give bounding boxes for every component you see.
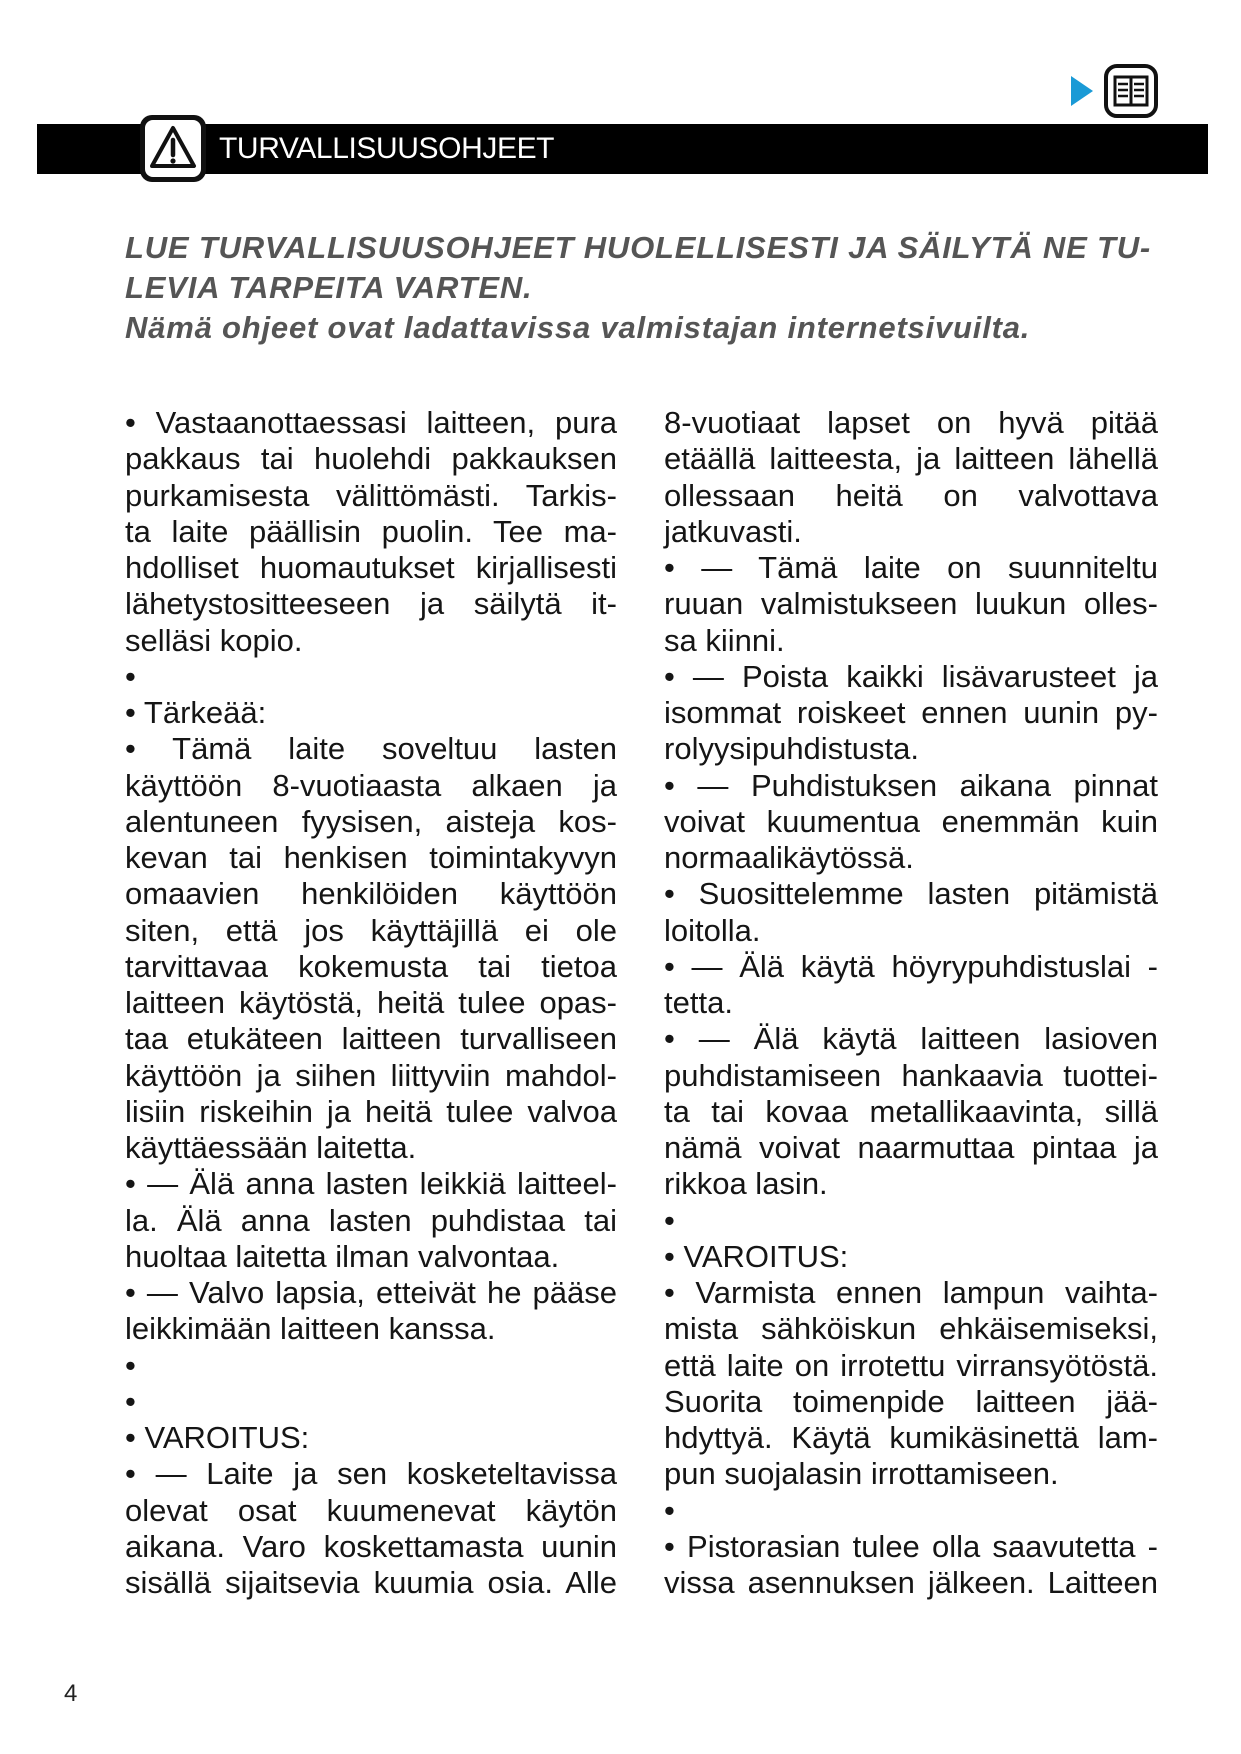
- text-line: ta tai kovaa metallikaavinta, sillä: [664, 1093, 1158, 1129]
- text-line: pun suojalasin irrottamiseen.: [664, 1456, 1059, 1492]
- text-line: la. Älä anna lasten puhdistaa tai: [125, 1202, 617, 1238]
- text-line: selläsi kopio.: [125, 622, 303, 658]
- text-line: käyttöön ja siihen liittyviin mahdol-: [125, 1057, 617, 1093]
- text-line: • Vastaanottaessasi laitteen, pura: [125, 405, 617, 440]
- text-line: • — Älä anna lasten leikkiä laitteel-: [125, 1166, 617, 1202]
- bullet-line: •: [125, 658, 136, 694]
- warning-heading: • VAROITUS:: [664, 1238, 849, 1274]
- text-line: etäällä laitteesta, ja laitteen lähellä: [664, 441, 1158, 477]
- text-line: alentuneen fyysisen, aisteja kos-: [125, 803, 617, 839]
- text-line: • — Puhdistuksen aikana pinnat: [664, 767, 1158, 803]
- text-line: laitteen käytöstä, heitä tulee opas-: [125, 985, 617, 1020]
- text-line: • — Poista kaikki lisävarusteet ja: [664, 658, 1158, 694]
- text-line: lisiin riskeihin ja heitä tulee valvoa: [125, 1093, 617, 1129]
- text-line: ruuan valmistukseen luukun olles-: [664, 586, 1158, 622]
- right-text-column: [664, 405, 1158, 1601]
- page-number: 4: [64, 1680, 78, 1707]
- text-line: rikkoa lasin.: [664, 1166, 828, 1202]
- text-line: tarvittavaa kokemusta tai tietoa: [125, 948, 617, 984]
- text-line: hdolliset huomautukset kirjallisesti: [125, 550, 617, 585]
- text-line: • — Laite ja sen kosketeltavissa: [125, 1456, 617, 1492]
- text-line: • Pistorasian tulee olla saavutetta -: [664, 1528, 1158, 1564]
- text-line: sa kiinni.: [664, 622, 785, 658]
- text-line: sisällä sijaitsevia kuumia osia. Alle: [125, 1565, 617, 1600]
- bullet-line: •: [125, 1383, 136, 1419]
- bullet-line: •: [664, 1492, 675, 1528]
- text-line: omaavien henkilöiden käyttöön: [125, 876, 617, 912]
- text-line: mista sähköiskun ehkäisemiseksi,: [664, 1311, 1158, 1347]
- text-line: käyttöön 8-vuotiaasta alkaen ja: [125, 767, 617, 803]
- left-text-column: [125, 405, 617, 1601]
- text-line: pakkaus tai huolehdi pakkauksen: [125, 441, 617, 477]
- text-line: • Suosittelemme lasten pitämistä: [664, 876, 1158, 912]
- text-line: Suorita toimenpide laitteen jää-: [664, 1383, 1158, 1419]
- play-arrow-icon[interactable]: [1070, 75, 1094, 107]
- manual-book-icon[interactable]: [1103, 63, 1159, 119]
- section-title: TURVALLISUUSOHJEET: [219, 132, 555, 165]
- text-line: siten, että jos käyttäjillä ei ole: [125, 912, 617, 948]
- important-heading: • Tärkeää:: [125, 695, 267, 730]
- bullet-line: •: [664, 1202, 675, 1238]
- text-line: • Varmista ennen lampun vaihta-: [664, 1275, 1158, 1310]
- text-line: ollessaan heitä on valvottava: [664, 477, 1158, 513]
- warning-heading: • VAROITUS:: [125, 1420, 310, 1455]
- text-line: voivat kuumentua enemmän kuin: [664, 803, 1158, 839]
- text-line: kevan tai henkisen toimintakyvyn: [125, 840, 617, 875]
- text-line: • — Tämä laite on suunniteltu: [664, 550, 1158, 585]
- text-line: • — Valvo lapsia, etteivät he pääse: [125, 1275, 617, 1310]
- text-line: hdyttyä. Käytä kumikäsinettä lam-: [664, 1420, 1158, 1455]
- intro-download-note: Nämä ohjeet ovat ladattavissa valmistajan internetsivuilta.: [125, 310, 1031, 345]
- text-line: leikkimään laitteen kanssa.: [125, 1311, 496, 1347]
- text-line: purkamisesta välittömästi. Tarkis-: [125, 477, 617, 513]
- text-line: puhdistamiseen hankaavia tuottei-: [664, 1057, 1158, 1093]
- intro-warning-line: LEVIA TARPEITA VARTEN.: [125, 270, 533, 305]
- text-line: loitolla.: [664, 912, 761, 948]
- intro-warning: [125, 228, 1205, 348]
- text-line: • — Älä käytä laitteen lasioven: [664, 1021, 1158, 1057]
- text-line: isommat roiskeet ennen uunin py-: [664, 695, 1158, 730]
- bullet-line: •: [125, 1347, 136, 1383]
- text-line: aikana. Varo koskettamasta uunin: [125, 1528, 617, 1564]
- text-line: käyttäessään laitetta.: [125, 1130, 417, 1165]
- text-line: nämä voivat naarmuttaa pintaa ja: [664, 1130, 1158, 1165]
- text-line: normaalikäytössä.: [664, 840, 914, 875]
- text-line: 8-vuotiaat lapset on hyvä pitää: [664, 405, 1158, 440]
- text-line: jatkuvasti.: [664, 513, 802, 549]
- text-line: huoltaa laitetta ilman valvontaa.: [125, 1238, 560, 1274]
- text-line: • — Älä käytä höyrypuhdistuslai -: [664, 948, 1158, 984]
- section-header-bar: [37, 124, 1208, 174]
- text-line: taa etukäteen laitteen turvalliseen: [125, 1021, 617, 1057]
- text-line: vissa asennuksen jälkeen. Laitteen: [664, 1565, 1158, 1600]
- text-line: olevat osat kuumenevat käytön: [125, 1492, 617, 1528]
- text-line: rolyysipuhdistusta.: [664, 731, 920, 767]
- text-line: että laite on irrotettu virransyötöstä.: [664, 1347, 1158, 1383]
- text-line: lähetystositteeseen ja säilytä it-: [125, 586, 617, 622]
- text-line: ta laite päällisin puolin. Tee ma-: [125, 513, 617, 549]
- intro-warning-line: LUE TURVALLISUUSOHJEET HUOLELLISESTI JA SÄILYTÄ NE TU-: [125, 230, 1152, 265]
- text-line: • Tämä laite soveltuu lasten: [125, 731, 617, 767]
- warning-icon: [139, 114, 207, 183]
- text-line: tetta.: [664, 985, 733, 1020]
